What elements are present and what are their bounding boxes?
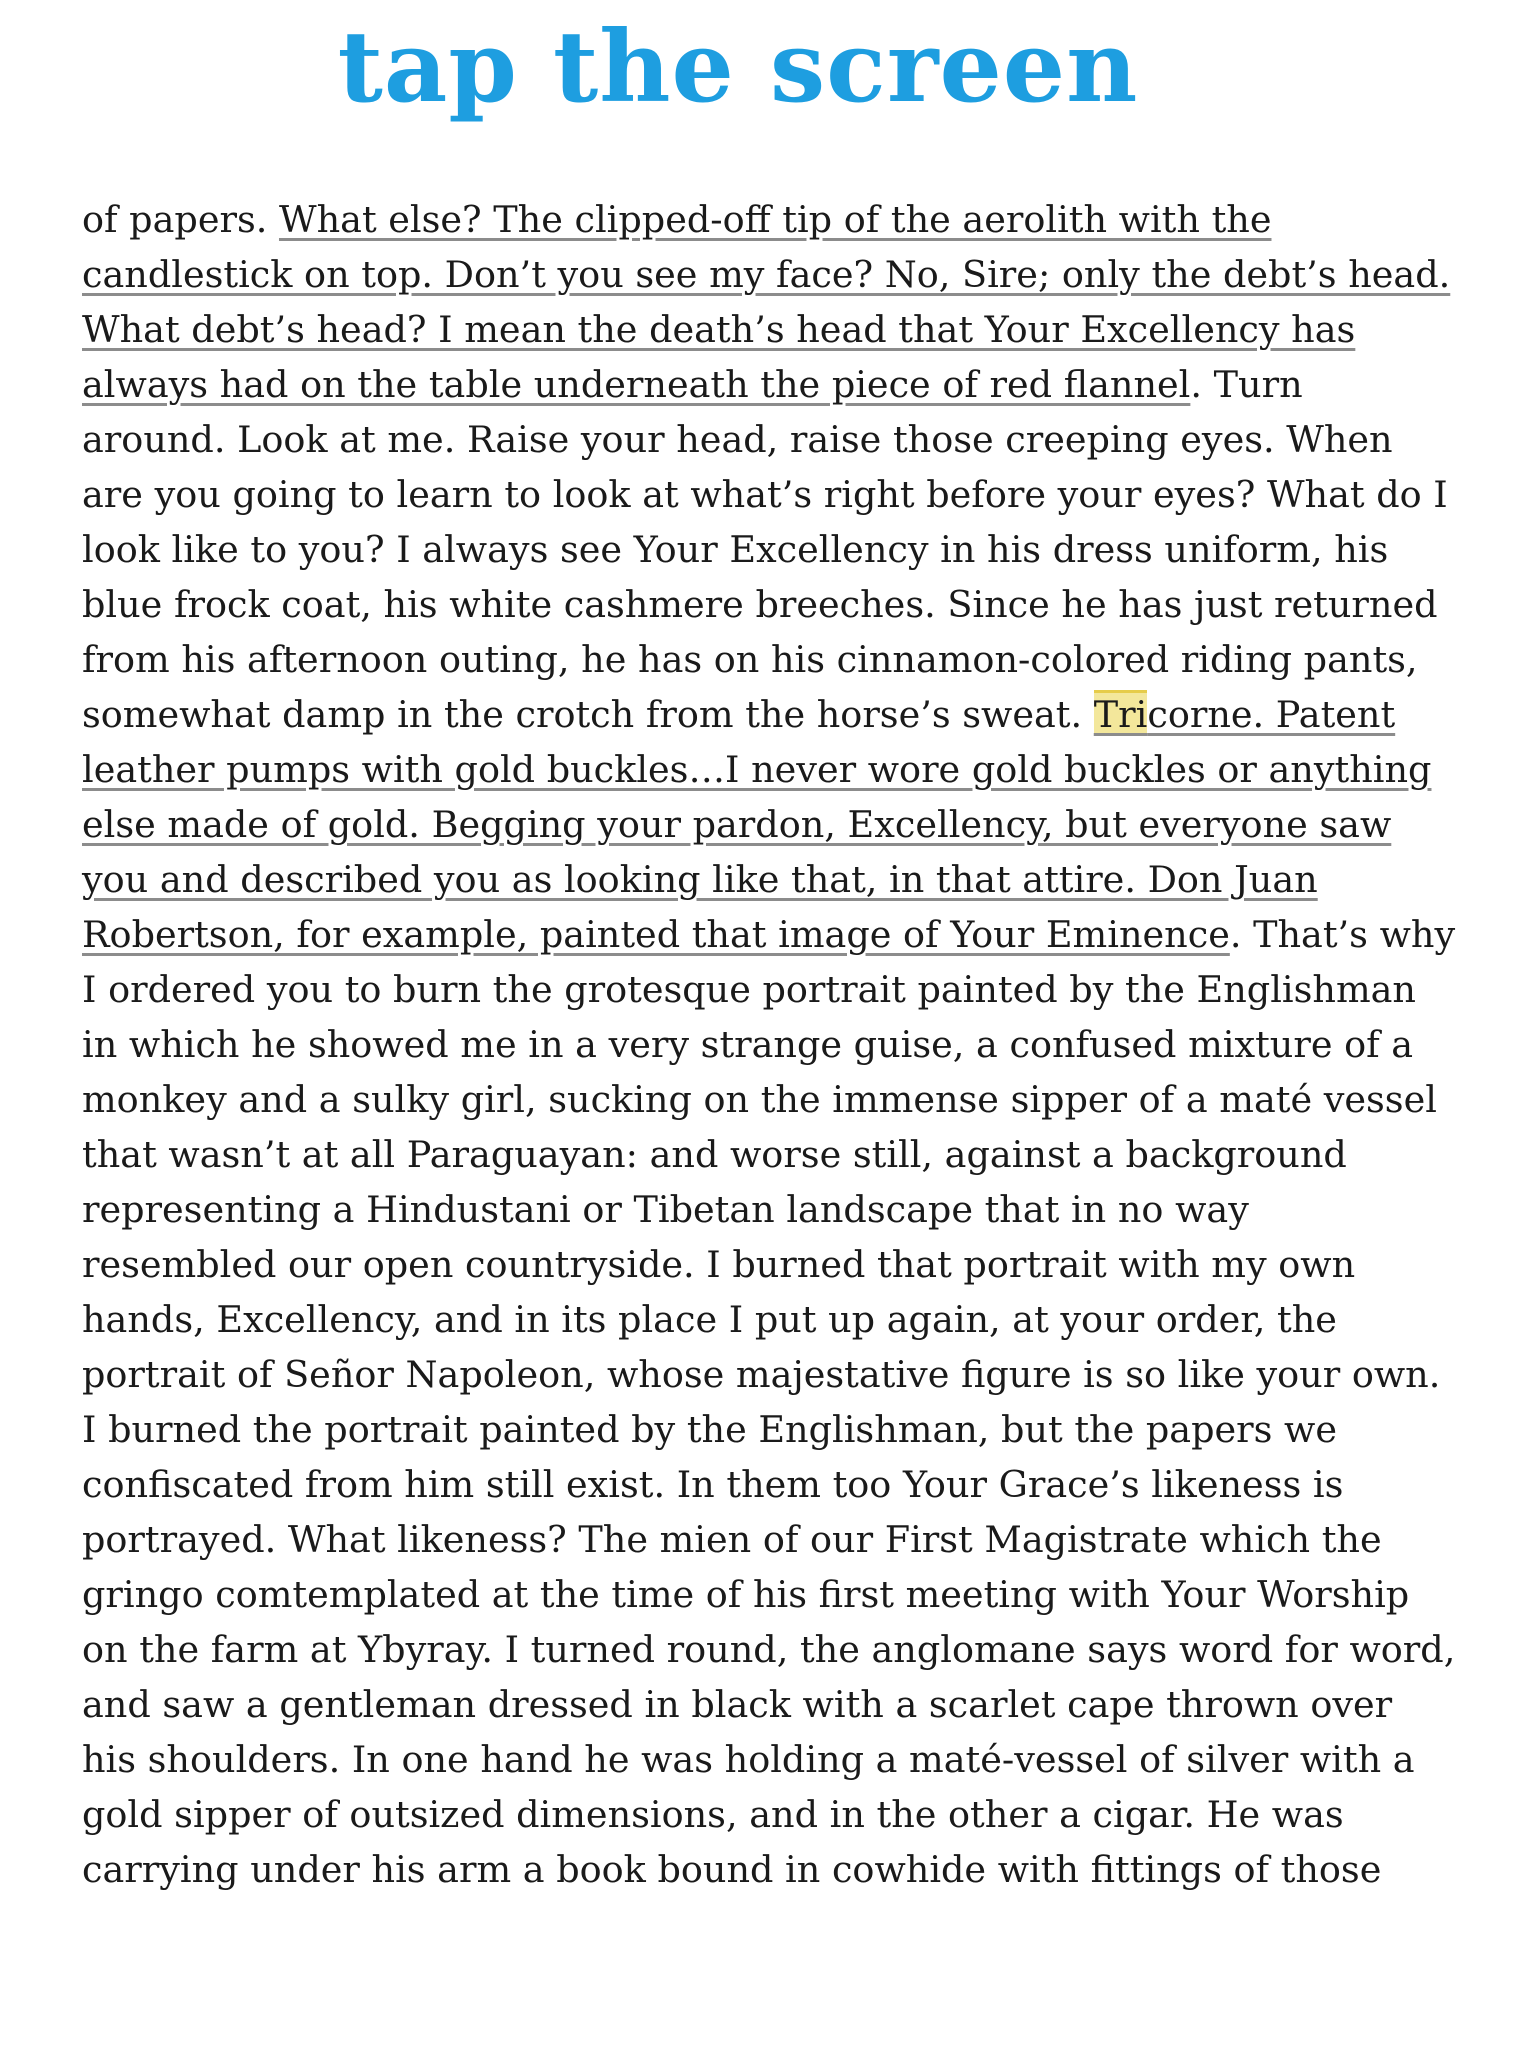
text-line: representing a Hindustani or Tibetan landscape that in no way (82, 1188, 1249, 1231)
text-line: that wasn’t at all Paraguayan: and worse still, against a background (82, 1133, 1347, 1176)
text-line: and saw a gentleman dressed in black with a scarlet cape thrown over (82, 1683, 1393, 1726)
text-line: gringo comtemplated at the time of his first meeting with Your Worship (82, 1573, 1410, 1616)
text-line: somewhat damp in the crotch from the horse’s sweat. Tricorne. Patent (82, 687, 1482, 742)
text-line: I burned the portrait painted by the Englishman, but the papers we (82, 1408, 1338, 1451)
text-line: of papers. What else? The clipped-off tip of the aerolith with the (82, 198, 1272, 241)
underlined-annotation[interactable]: leather pumps with gold buckles…I never wore gold buckles or anything (82, 748, 1432, 791)
text-line: portrayed. What likeness? The mien of our First Magistrate which the (82, 1518, 1382, 1561)
text-line (82, 247, 1482, 302)
text-line (82, 797, 1482, 852)
text-line: around. Look at me. Raise your head, raise those creeping eyes. When (82, 418, 1393, 461)
text-line: on the farm at Ybyray. I turned round, the anglomane says word for word, (82, 1628, 1456, 1671)
text-line: are you going to learn to look at what’s right before your eyes? What do I (82, 473, 1448, 516)
text-line: his shoulders. In one hand he was holding a maté-vessel of silver with a (82, 1738, 1415, 1781)
text-line: from his afternoon outing, he has on his cinnamon-colored riding pants, (82, 638, 1418, 681)
underlined-annotation[interactable]: candlestick on top. Don’t you see my face? No, Sire; only the debt’s head. (82, 253, 1451, 296)
text-line: in which he showed me in a very strange guise, a confused mixture of a (82, 1023, 1414, 1066)
text-line: portrait of Señor Napoleon, whose majestative figure is so like your own. (82, 1353, 1441, 1396)
tap-the-screen-banner[interactable]: tap the screen (337, 10, 1139, 125)
underlined-annotation[interactable]: else made of gold. Begging your pardon, Excellency, but everyone saw (82, 803, 1392, 846)
text-line: look like to you? I always see Your Excellency in his dress uniform, his (82, 528, 1389, 571)
underlined-annotation[interactable]: you and described you as looking like that, in that attire. Don Juan (82, 858, 1318, 901)
text-line: resembled our open countryside. I burned that portrait with my own (82, 1243, 1356, 1286)
underlined-annotation[interactable]: What debt’s head? I mean the death’s head that Your Excellency has (82, 308, 1356, 351)
underlined-annotation[interactable]: Robertson, for example, painted that image of Your Eminence (82, 913, 1230, 956)
text-line: always had on the table underneath the piece of red flannel. Turn (82, 363, 1303, 406)
underlined-annotation[interactable]: What else? The clipped-off tip of the aerolith with the (278, 198, 1272, 241)
text-line (82, 302, 1482, 357)
text-line: blue frock coat, his white cashmere breeches. Since he has just returned (82, 583, 1438, 626)
book-page-text[interactable] (82, 192, 1482, 1897)
text-line: hands, Excellency, and in its place I put up again, at your order, the (82, 1298, 1337, 1341)
text-line (82, 852, 1482, 907)
text-line: Robertson, for example, painted that image of Your Eminence. That’s why (82, 913, 1456, 956)
text-line: carrying under his arm a book bound in cowhide with fittings of those (82, 1848, 1382, 1891)
underlined-annotation[interactable]: always had on the table underneath the piece of red flannel (82, 363, 1191, 406)
highlight-selection[interactable]: Tri (1094, 690, 1148, 736)
text-line: gold sipper of outsized dimensions, and in the other a cigar. He was (82, 1793, 1344, 1836)
text-line: confiscated from him still exist. In them too Your Grace’s likeness is (82, 1463, 1344, 1506)
text-line: monkey and a sulky girl, sucking on the immense sipper of a maté vessel (82, 1078, 1437, 1121)
text-line: I ordered you to burn the grotesque portrait painted by the Englishman (82, 968, 1416, 1011)
underlined-annotation[interactable]: corne. Patent (1147, 693, 1396, 736)
text-line (82, 742, 1482, 797)
